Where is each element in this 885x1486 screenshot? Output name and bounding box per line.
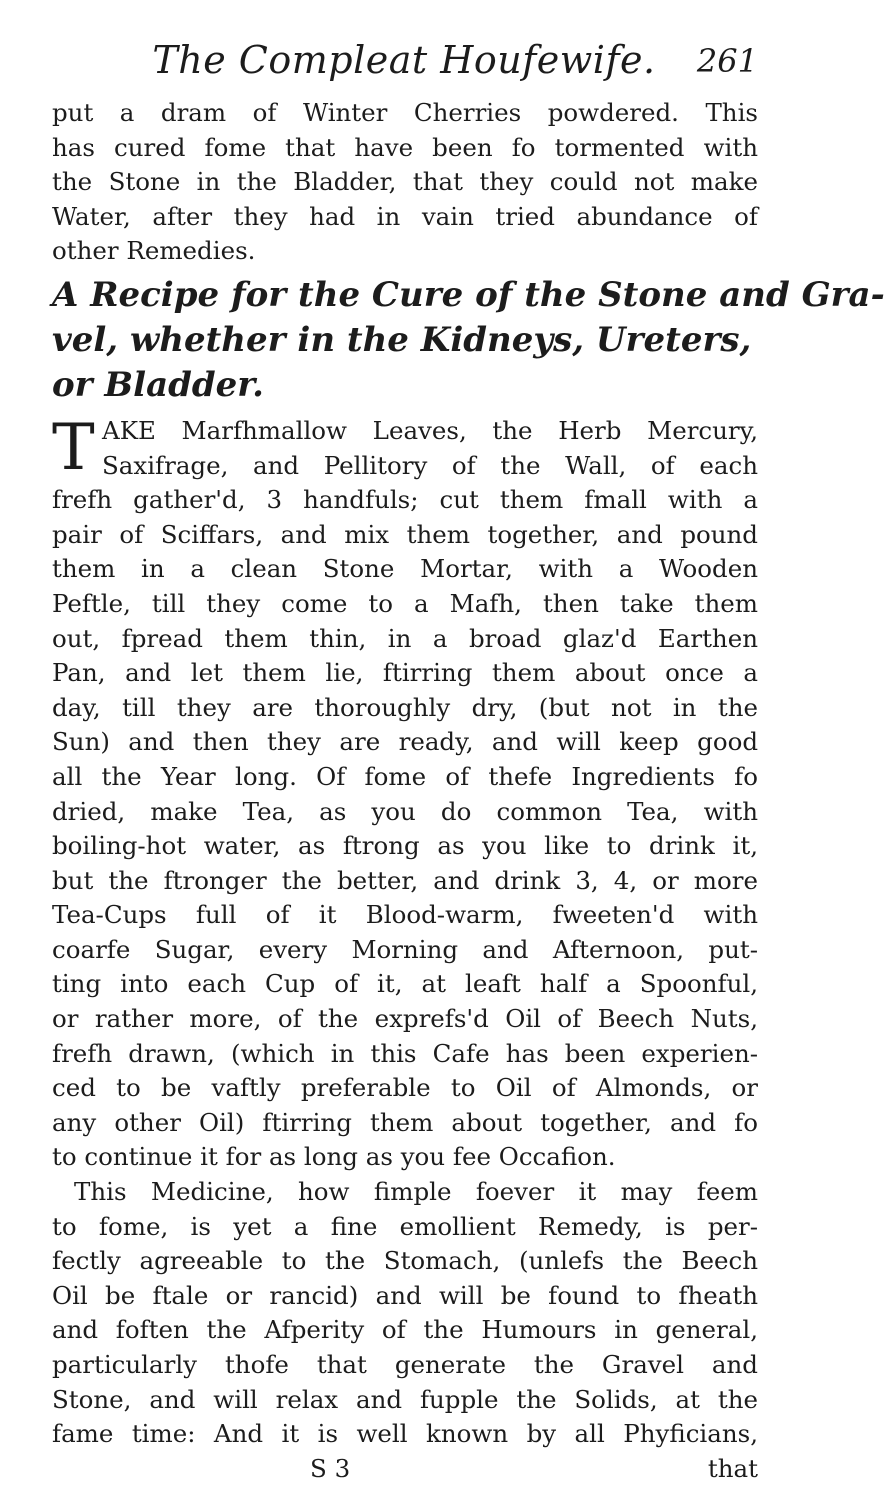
text-line: boiling-hot water, as ftrong as you like to drink it,	[52, 831, 758, 861]
text-line: fectly agreeable to the Stomach, (unlefs the Beech	[52, 1246, 758, 1276]
heading-line: A Recipe for the Cure of the Stone and Gra-	[52, 274, 885, 315]
medicine-paragraph	[52, 1175, 758, 1452]
text-line: put a dram of Winter Cherries powdered. This	[52, 98, 758, 127]
text-line: frefh gather'd, 3 handfuls; cut them fmall with a	[52, 485, 758, 515]
text-line: ting into each Cup of it, at leaft half a Spoonful,	[52, 969, 758, 999]
text-line: to continue it for as long as you fee Occafion.	[52, 1142, 616, 1172]
text-line: to fome, is yet a fine emollient Remedy, is per-	[52, 1211, 758, 1241]
text-line: Water, after they had in vain tried abundance of	[52, 201, 758, 231]
text-line: other Remedies.	[52, 236, 256, 266]
text-line: all the Year long. Of fome of thefe Ingredients fo	[52, 761, 758, 791]
page-body	[52, 96, 885, 1486]
text-line: out, fpread them thin, in a broad glaz'd Earthen	[52, 623, 758, 653]
heading-line: vel, whether in the Kidneys, Ureters,	[52, 319, 752, 360]
text-line: Peftle, till they come to a Mafh, then take them	[52, 588, 758, 618]
text-line: fame time: And it is well known by all Phyficians,	[52, 1419, 758, 1449]
text-line: dried, make Tea, as you do common Tea, with	[52, 796, 758, 826]
page-header	[110, 38, 758, 88]
text-line: Oil be ftale or rancid) and will be found to fheath	[52, 1280, 758, 1310]
text-line: This Medicine, how fimple foever it may feem	[74, 1177, 758, 1207]
text-line: ced to be vaftly preferable to Oil of Almonds, or	[52, 1073, 758, 1103]
text-line: and foften the Afperity of the Humours in general,	[52, 1315, 758, 1345]
text-line: Saxifrage, and Pellitory of the Wall, of each	[102, 450, 758, 480]
intro-paragraph	[52, 96, 758, 269]
text-line: the Stone in the Bladder, that they could not make	[52, 167, 758, 197]
text-line: Sun) and then they are ready, and will keep good	[52, 727, 758, 757]
running-title: The Compleat Houfewife.	[152, 38, 656, 82]
recipe-heading	[52, 273, 885, 408]
catchword: that	[707, 1453, 758, 1483]
text-line: Pan, and let them lie, ftirring them about once a	[52, 658, 758, 688]
signature-mark: S 3	[310, 1453, 351, 1483]
text-line: them in a clean Stone Mortar, with a Wooden	[52, 554, 758, 584]
page-number: 261	[696, 42, 758, 80]
text-line: particularly thofe that generate the Gravel and	[52, 1350, 758, 1379]
text-line: frefh drawn, (which in this Cafe has been experien-	[52, 1038, 758, 1068]
text-line: Stone, and will relax and fupple the Solids, at the	[52, 1384, 758, 1414]
recipe-paragraph	[52, 483, 758, 1175]
heading-line: or Bladder.	[52, 364, 264, 405]
page-footer	[52, 1452, 758, 1486]
text-line: AKE Marfhmallow Leaves, the Herb Mercury,	[102, 415, 758, 445]
text-line: but the ftronger the better, and drink 3, 4, or more	[52, 865, 758, 895]
text-line: Tea-Cups full of it Blood-warm, fweeten'd with	[52, 900, 758, 930]
text-line: any other Oil) ftirring them about together, and fo	[52, 1107, 758, 1137]
text-line: or rather more, of the exprefs'd Oil of Beech Nuts,	[52, 1004, 758, 1034]
recipe-paragraph-opening	[52, 410, 758, 485]
text-line: coarfe Sugar, every Morning and Afternoon, put-	[52, 934, 758, 964]
drop-cap: T	[52, 410, 95, 485]
text-line: pair of Sciffars, and mix them together, and pound	[52, 519, 758, 549]
text-line: day, till they are thoroughly dry, (but not in the	[52, 692, 758, 722]
text-line: has cured fome that have been fo tormented with	[52, 132, 758, 162]
